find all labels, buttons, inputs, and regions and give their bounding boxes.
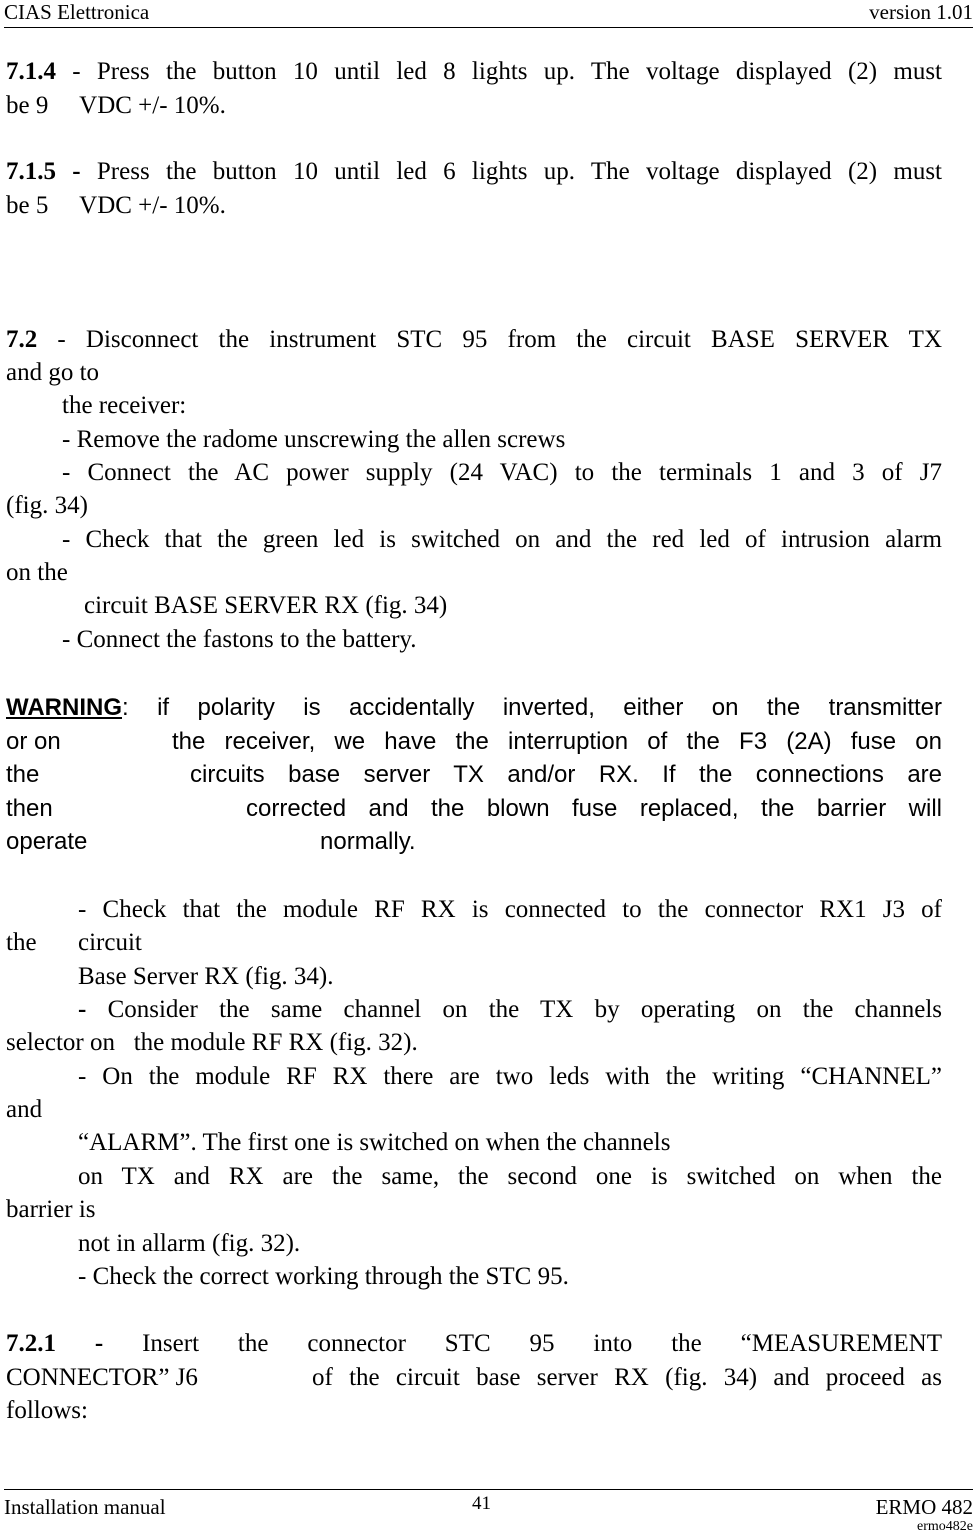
rx-line10: barrier is <box>6 1196 96 1223</box>
footer-left: Installation manual <box>4 1495 166 1519</box>
rx-line12: - Check the correct working through the STC 95. <box>78 1263 569 1290</box>
warning-line3b: circuits base server TX and/or RX. If the connections are <box>190 761 942 788</box>
rx-line2a: the <box>6 929 37 956</box>
rx-line7: and <box>6 1096 43 1123</box>
rx-line6: - On the module RF RX there are two leds with the writing “CHANNEL” <box>78 1063 942 1090</box>
warning-label: WARNING <box>6 694 122 721</box>
warning-line4b: corrected and the blown fuse replaced, the barrier will <box>246 795 942 822</box>
rx-line8: “ALARM”. The first one is switched on when the channels <box>78 1129 671 1156</box>
section-72-line8: on the <box>6 559 68 586</box>
rx-line11: not in allarm (fig. 32). <box>78 1230 301 1257</box>
rx-line2b: circuit <box>78 929 142 956</box>
page-number: 41 <box>472 1493 491 1514</box>
warning-line1: WARNING: if polarity is accidentally inverted, either on the transmitter <box>6 694 942 721</box>
rx-line3: Base Server RX (fig. 34). <box>78 963 334 990</box>
section-72-line4: - Remove the radome unscrewing the allen screws <box>62 426 566 453</box>
section-72-line5: - Connect the AC power supply (24 VAC) to the terminals 1 and 3 of J7 <box>62 459 942 486</box>
rx-line5: selector on the module RF RX (fig. 32). <box>6 1029 418 1056</box>
section-714-line1: 7.1.4 - Press the button 10 until led 8 lights up. The voltage displayed (2) must <box>6 58 942 85</box>
section-72-line2: and go to <box>6 359 100 386</box>
section-715-line1: 7.1.5 - Press the button 10 until led 6 lights up. The voltage displayed (2) must <box>6 158 942 185</box>
section-72-line6: (fig. 34) <box>6 492 88 519</box>
footer-rule <box>4 1489 973 1490</box>
section-715-line2: be 5 VDC +/- 10%. <box>6 192 226 219</box>
warning-line2a: or on <box>6 728 61 755</box>
rx-line1: - Check that the module RF RX is connected to the connector RX1 J3 of <box>78 896 942 923</box>
section-number: 7.1.5 - <box>6 158 81 185</box>
section-72-line9: circuit BASE SERVER RX (fig. 34) <box>84 592 448 619</box>
section-number: 7.2.1 - <box>6 1330 104 1357</box>
rx-line4: - Consider the same channel on the TX by operating on the channels <box>78 996 942 1023</box>
section-721-line2a: CONNECTOR” J6 <box>6 1364 198 1391</box>
section-721-line1: 7.2.1 - Insert the connector STC 95 into the “MEASUREMENT <box>6 1330 943 1357</box>
footer-right: ERMO 482 <box>875 1495 973 1519</box>
header-right: version 1.01 <box>869 0 973 24</box>
warning-line2b: the receiver, we have the interruption of the F3 (2A) fuse on <box>172 728 942 755</box>
warning-line3a: the <box>6 761 40 788</box>
warning-line5b: normally. <box>320 828 416 855</box>
rx-line9: on TX and RX are the same, the second one is switched on when the <box>78 1163 942 1190</box>
section-72-line1: 7.2 - Disconnect the instrument STC 95 from the circuit BASE SERVER TX <box>6 326 942 353</box>
header-left: CIAS Elettronica <box>4 0 150 24</box>
section-721-line2b: of the circuit base server RX (fig. 34) and proceed as <box>312 1364 942 1391</box>
section-72-line7: - Check that the green led is switched on and the red led of intrusion alarm <box>62 526 942 553</box>
footer-code: ermo482e <box>917 1519 973 1534</box>
section-number: 7.2 <box>6 326 38 353</box>
section-72-line3: the receiver: <box>62 392 187 419</box>
warning-line5a: operate <box>6 828 88 855</box>
section-721-line3: follows: <box>6 1397 88 1424</box>
section-number: 7.1.4 <box>6 58 56 85</box>
section-714-line2: be 9 VDC +/- 10%. <box>6 92 226 119</box>
section-72-line10: - Connect the fastons to the battery. <box>62 626 417 653</box>
warning-line4a: then <box>6 795 53 822</box>
header-rule <box>4 27 973 28</box>
